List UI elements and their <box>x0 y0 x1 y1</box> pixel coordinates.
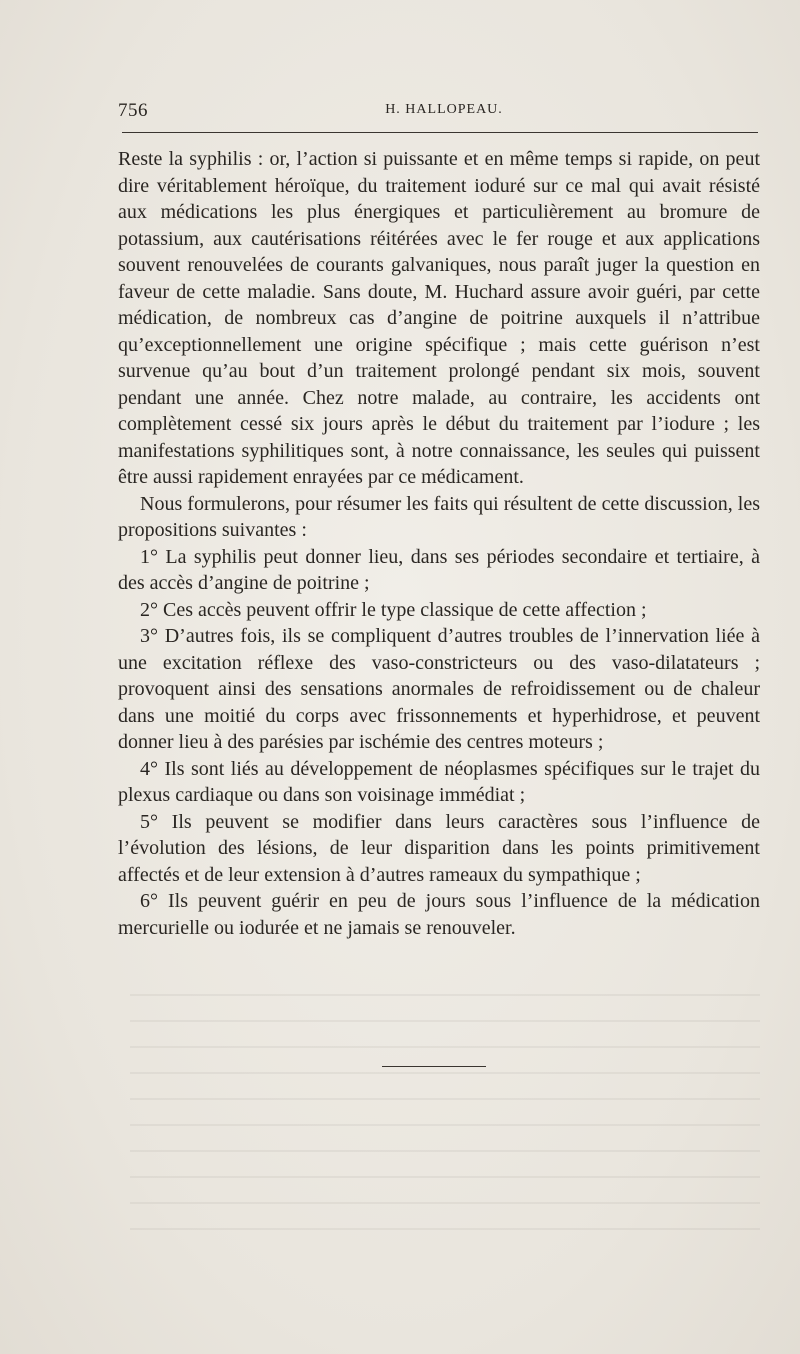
proposition-1: 1° La syphilis peut donner lieu, dans ses périodes secondaire et tertiaire, à des accès d’angine de poitrine ; <box>118 545 760 594</box>
end-of-chapter-rule <box>382 1066 486 1067</box>
bleed-through-texture <box>130 980 760 1240</box>
proposition-3: 3° D’autres fois, ils se compliquent d’autres troubles de l’innervation liée à une excitation réflexe des vaso-constricteurs ou des vaso-dilatateurs ; provoquent ainsi des sensations anormales de refroidissement ou de chaleur dans une moitié du corps avec frissonnements et hyperhidrose, et peuvent donner lieu à des parésies par ischémie des centres moteurs ; <box>118 625 760 753</box>
header-rule <box>122 132 758 133</box>
body-text <box>118 146 760 941</box>
proposition-5: 5° Ils peuvent se modifier dans leurs caractères sous l’influence de l’évolution des lésions, de leur disparition dans les points primitivement affectés et de leur extension à d’autres rameaux du sympathique ; <box>118 810 760 886</box>
paragraph-propositions-intro: Nous formulerons, pour résumer les faits qui résultent de cette discussion, les propositions suivantes : <box>118 492 760 541</box>
proposition-6: 6° Ils peuvent guérir en peu de jours sous l’influence de la médication mercurielle ou iodurée et ne jamais se renouveler. <box>118 890 760 939</box>
page-number: 756 <box>118 100 148 121</box>
paragraph-syphilis-argument: Reste la syphilis : or, l’action si puissante et en même temps si rapide, on peut dire véritablement héroïque, du traitement ioduré sur ce mal qui avait résisté aux médications les plus énergiques et particulièrement au bromure de potassium, aux cautérisations réitérées avec le fer rouge et aux applications souvent renouvelées de courants galvaniques, nous paraît juger la question en faveur de cette maladie. Sans doute, M. Huchard assure avoir guéri, par cette médication, de nombreux cas d’angine de poitrine auxquels il n’attribue qu’exceptionnellement une origine spécifique ; mais cette guérison n’est survenue qu’au bout d’un traitement prolongé pendant six mois, souvent pendant une année. Chez notre malade, au contraire, les accidents ont complètement cessé six jours après le début du traitement par l’iodure ; les manifestations syphilitiques sont, à notre connaissance, les seules qui puissent être aussi rapidement enrayées par ce médicament. <box>118 148 760 488</box>
proposition-2: 2° Ces accès peuvent offrir le type classique de cette affection ; <box>140 598 647 621</box>
running-head <box>118 100 758 126</box>
running-title: H. HALLOPEAU. <box>385 102 503 117</box>
proposition-4: 4° Ils sont liés au développement de néoplasmes spécifiques sur le trajet du plexus cardiaque ou dans son voisinage immédiat ; <box>118 757 760 806</box>
